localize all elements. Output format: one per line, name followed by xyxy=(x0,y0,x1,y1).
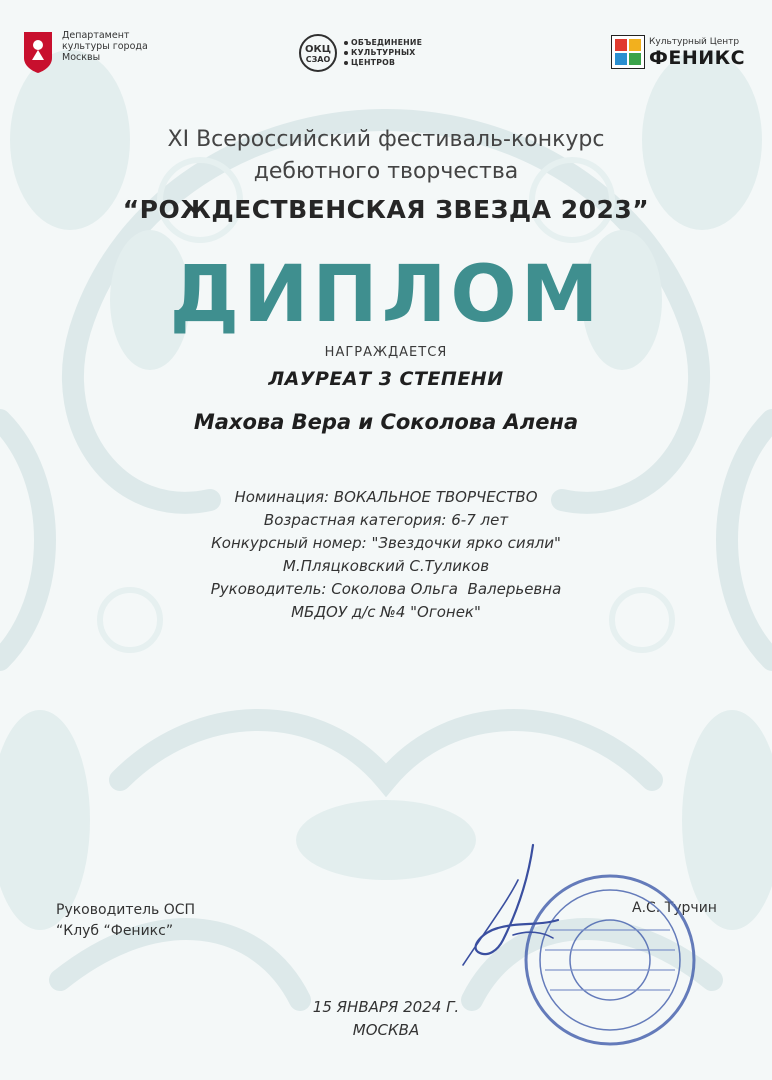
fenix-small-text: Культурный Центр xyxy=(649,36,740,47)
signer-title-line2: “Клуб “Феникс” xyxy=(56,923,174,939)
nomination-line: Номинация: ВОКАЛЬНОЕ ТВОРЧЕСТВО xyxy=(234,488,538,506)
issue-date: 15 ЯНВАРЯ 2024 Г. xyxy=(312,998,460,1016)
okc-abbr-text: ОКЦ xyxy=(305,44,331,55)
festival-title-line1: XI Всероссийский фестиваль-конкурс xyxy=(167,127,605,152)
okc-line-2: КУЛЬТУРНЫХ xyxy=(351,48,416,57)
fenix-big-text: ФЕНИКС xyxy=(649,46,746,69)
okc-line-1: ОБЪЕДИНЕНИЕ xyxy=(351,38,423,47)
age-category-line: Возрастная категория: 6-7 лет xyxy=(263,511,509,529)
moscow-dept-logo xyxy=(22,30,154,74)
recipient-names: Махова Вера и Соколова Алена xyxy=(193,410,579,434)
awarded-label: НАГРАЖДАЕТСЯ xyxy=(324,345,448,360)
okc-ring-icon xyxy=(298,33,338,73)
handwritten-signature xyxy=(458,840,568,970)
supervisor-line: Руководитель: Соколова Ольга Валерьевна xyxy=(210,580,562,598)
authors-line: М.Пляцковский С.Туликов xyxy=(282,557,490,575)
signer-title-line1: Руководитель ОСП xyxy=(56,902,196,918)
festival-title-line2: дебютного творчества xyxy=(253,159,519,184)
fenix-logo xyxy=(611,35,745,69)
details-block xyxy=(0,486,772,624)
okc-logo xyxy=(298,33,422,73)
diploma-heading: ДИПЛОМ xyxy=(169,250,603,340)
festival-name: “РОЖДЕСТВЕНСКАЯ ЗВЕЗДА 2023” xyxy=(122,195,650,224)
okc-text xyxy=(344,38,422,68)
institution-line: МБДОУ д/с №4 "Огонек" xyxy=(291,603,481,621)
signer-name: А.С. Турчин xyxy=(632,900,717,916)
signature-left-block xyxy=(56,900,195,942)
laureate-degree: ЛАУРЕАТ 3 СТЕПЕНИ xyxy=(268,368,504,390)
moscow-emblem-icon xyxy=(22,30,54,74)
okc-sub-text: СЗАО xyxy=(305,55,331,64)
issue-city: МОСКВА xyxy=(352,1021,420,1039)
moscow-dept-text: Департамент культуры города Москвы xyxy=(62,30,148,63)
contest-number-line: Конкурсный номер: "Звездочки ярко сияли" xyxy=(211,534,561,552)
fenix-square-icon xyxy=(611,35,645,69)
okc-line-3: ЦЕНТРОВ xyxy=(351,58,396,67)
